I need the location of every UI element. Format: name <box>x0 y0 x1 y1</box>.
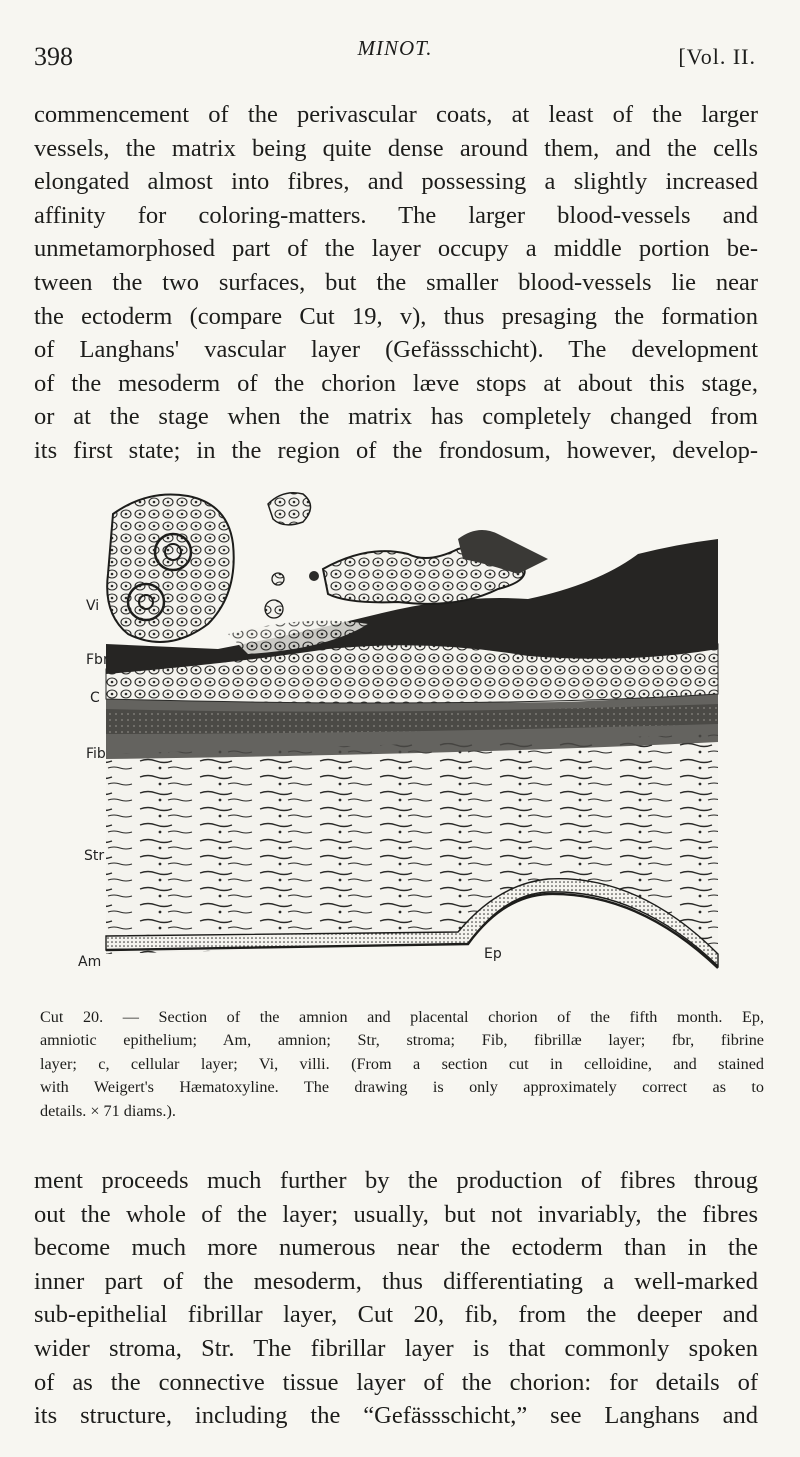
text-line: inner part of the mesoderm, thus differentiating a well-marked <box>34 1267 758 1295</box>
text-line: of as the connective tissue layer of the chorion: for details of <box>34 1368 758 1396</box>
text-line: out the whole of the layer; usually, but not invariably, the fibres <box>34 1200 758 1228</box>
text-line: the ectoderm (compare Cut 19, v), thus presaging the formation <box>34 302 758 330</box>
tissue-section-illustration <box>78 484 728 984</box>
page-number: 398 <box>34 42 73 71</box>
label-cellular: C <box>90 690 100 706</box>
paragraph-bottom <box>34 1164 758 1433</box>
text-line: sub-epithelial fibrillar layer, Cut 20, fib, from the deeper and <box>34 1301 758 1329</box>
caption-line: layer; c, cellular layer; Vi, villi. (From a section cut in celloidine, and stained <box>40 1054 764 1073</box>
caption-line: details. × 71 diams.). <box>40 1101 176 1120</box>
text-line: its first state; in the region of the frondosum, however, develop- <box>34 436 758 464</box>
text-line: vessels, the matrix being quite dense around them, and the cells <box>34 134 758 162</box>
running-title: MINOT. <box>357 36 433 60</box>
text-line: elongated almost into fibres, and possessing a slightly increased <box>34 168 758 196</box>
text-line: or at the stage when the matrix has completely changed from <box>34 403 758 431</box>
text-line: tween the two surfaces, but the smaller blood-vessels lie near <box>34 268 758 296</box>
text-line: unmetamorphosed part of the layer occupy a middle portion be- <box>34 235 758 263</box>
label-epithelium: Ep <box>484 946 502 962</box>
text-line: wider stroma, Str. The fibrillar layer is that commonly spoken <box>34 1334 758 1362</box>
text-line: affinity for coloring-matters. The larger blood-vessels and <box>34 201 758 229</box>
text-line: its structure, including the “Gefässschicht,” see Langhans and <box>34 1402 758 1430</box>
label-stroma: Str <box>84 848 105 864</box>
caption-line: Cut 20. — Section of the amnion and placental chorion of the fifth month. Ep, <box>40 1008 764 1026</box>
text-line: become much more numerous near the ectoderm than in the <box>34 1234 758 1262</box>
text-line: of Langhans' vascular layer (Gefässschicht). The development <box>34 336 758 364</box>
label-amnion: Am <box>78 954 102 970</box>
text-line: ment proceeds much further by the production of fibres throug <box>34 1167 758 1194</box>
text-line: commencement of the perivascular coats, at least of the larger <box>34 101 758 128</box>
caption-line: amniotic epithelium; Am, amnion; Str, stroma; Fib, fibrillæ layer; fbr, fibrine <box>40 1031 764 1050</box>
paragraph-top <box>34 98 758 468</box>
histology-figure <box>78 484 728 984</box>
page-header <box>34 36 756 76</box>
label-fibrine: Fbr <box>86 652 109 668</box>
caption-line: with Weigert's Hæmatoxyline. The drawing is only approximately correct as to <box>40 1078 764 1097</box>
figure-caption <box>40 1006 764 1123</box>
volume-label: [Vol. II. <box>678 44 756 69</box>
label-villi: Vi <box>86 598 100 614</box>
label-fibrillae: Fib <box>86 746 106 762</box>
text-line: of the mesoderm of the chorion læve stops at about this stage, <box>34 369 758 397</box>
